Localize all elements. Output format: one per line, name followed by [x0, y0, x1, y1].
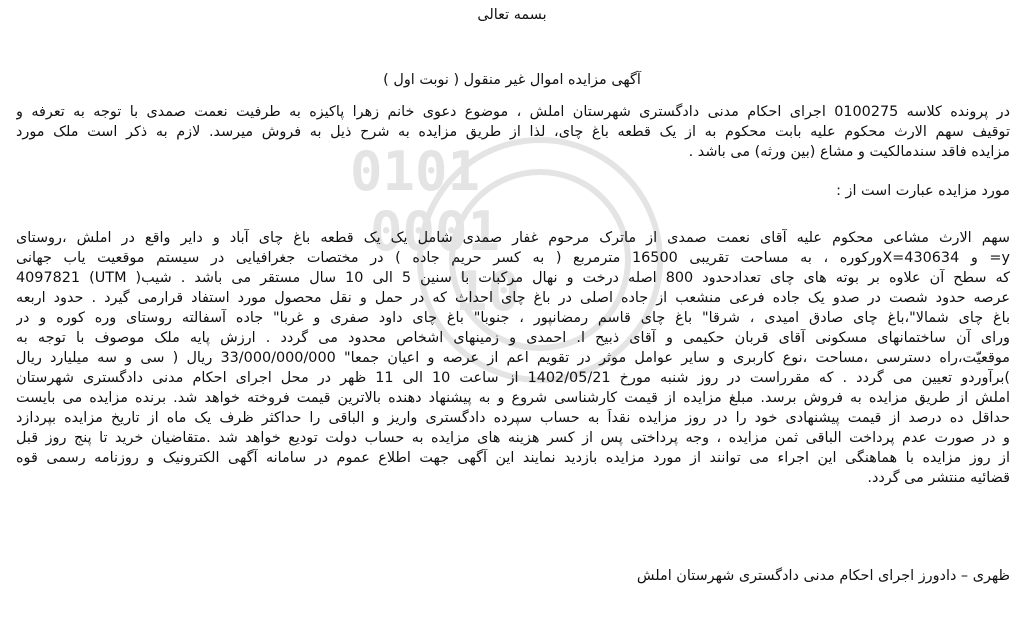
svg-text:0101: 0101 [349, 140, 480, 203]
body-line: سهم الارث مشاعی محکوم علیه آقای نعمت صمدی از ماترک مرحوم غفار صمدی شامل یک یک قطعه باغ چای آباد و دایر واقع در املش ،روستای [16, 230, 1010, 246]
body-line: قضائیه منتشر می گردد. [867, 470, 1010, 486]
body-line: )برآوردو تعیین می گردد . که مقرراست در روز شنبه مورخ 1402/05/21 از ساعت 10 الی 11 ظهر در محل اجرای احکام مدنی دادگستری شهرستان [16, 370, 1010, 386]
body-line: موقعیّت،راه دسترسی ،مساحت ،نوع کاربری و سایر عوامل موثر در تقویم اعم از عرصه و اعیان جمعا" 33/000/000/000 ریال ( سی و سه میلیارد ریال [16, 350, 1010, 366]
svg-text:0001: 0001 [369, 200, 500, 263]
body-line: باغ چای شمالا"،باغ چای صادق امیدی ، شرقا" باغ چای قاسم رمضانپور ، جنوبا" باغ چای داود صفری و غربا" جاده آسفالته روستای وره کوره و در [16, 310, 1010, 326]
body-line: حداقل ده درصد از قیمت پیشنهادی خود را در روز مزایده نقداً به حساب سپرده دادگستری واریز و الباقی را حداکثر ظرف یک ماه از تاریخ مزایده بپردازد [16, 410, 1010, 426]
subject-heading: مورد مزایده عبارت است از : [836, 183, 1010, 199]
body-line: از روز مزایده با هماهنگی این اجراء می توانند از مورد مزایده بازدید نمایند این آگهی جهت اطلاع عموم در سامانه آگهی الکترونیک و روزنامه رسمی قوه [16, 450, 1010, 466]
svg-text:10: 10 [454, 260, 520, 323]
intro-line: در پرونده کلاسه 0100275 اجرای احکام مدنی دادگستری شهرستان املش ، موضوع دعوی خانم زهرا پاکیزه به طرفیت نعمت صمدی با توجه به تعرفه و [16, 104, 1010, 120]
intro-line: مزایده فاقد سندمالکیت و مشاع (بین ورثه) می باشد . [688, 144, 1010, 160]
body-line: ورای آن ساختمانهای مسکونی آقای قربان حکیمی و آقای ذبیح ا. احمدی و زمینهای اشخاص محدود می گردد . ارزش پایه ملک موصوف با توجه به [16, 330, 1010, 346]
body-line: و در صورت عدم پرداخت الباقی ثمن مزایده ، وجه پرداختی پس از کسر هزینه های مزایده به حساب دولت تودیع خواهد شد .متقاضیان خرید تا پنج روز قبل [16, 430, 1010, 446]
doc-title: آگهی مزایده اموال غیر منقول ( نوبت اول ) [383, 72, 641, 88]
signature: ظهری – دادورز اجرای احکام مدنی دادگستری شهرستان املش [636, 568, 1010, 584]
body-line: که سطح آن علاوه بر بوته های چای تعدادحدود 800 اصله درخت و نهال مرکبات با سنین 5 الی 10 سال مستقر می باشد . شیب( UTM) 4097821 [16, 270, 1010, 286]
doc-heading: بسمه تعالی [477, 7, 547, 23]
body-line: عرصه حدود شصت در صدو یک جاده فرعی منشعب از جاده اصلی در باغ چای احداث که در حمل و نقل محصول مورد استفاد قرارمی گیرد . حدود اربعه [16, 290, 1010, 306]
body-line: املش از طریق مزایده به فروش برسد. مبلغ مزایده از قیمت کارشناسی شروع و به پیشنهاد دهنده بالاترین قیمت فروخته خواهد شد. برنده مزایده می بایست [16, 390, 1010, 406]
intro-line: توقیف سهم الارث محکوم علیه بابت محکوم به از یک قطعه باغ چای، لذا از طریق مزایده به شرح ذیل به فروش میرسد. لازم به ذکر است ملک مورد [16, 124, 1010, 140]
body-line: y= و X=430634ورکوره ، به مساحت تقریبی 16500 مترمربع ( به کسر حریم جاده ) در مختصات جغرافیایی در سیستم موقعیت یاب جهانی [16, 250, 1010, 266]
